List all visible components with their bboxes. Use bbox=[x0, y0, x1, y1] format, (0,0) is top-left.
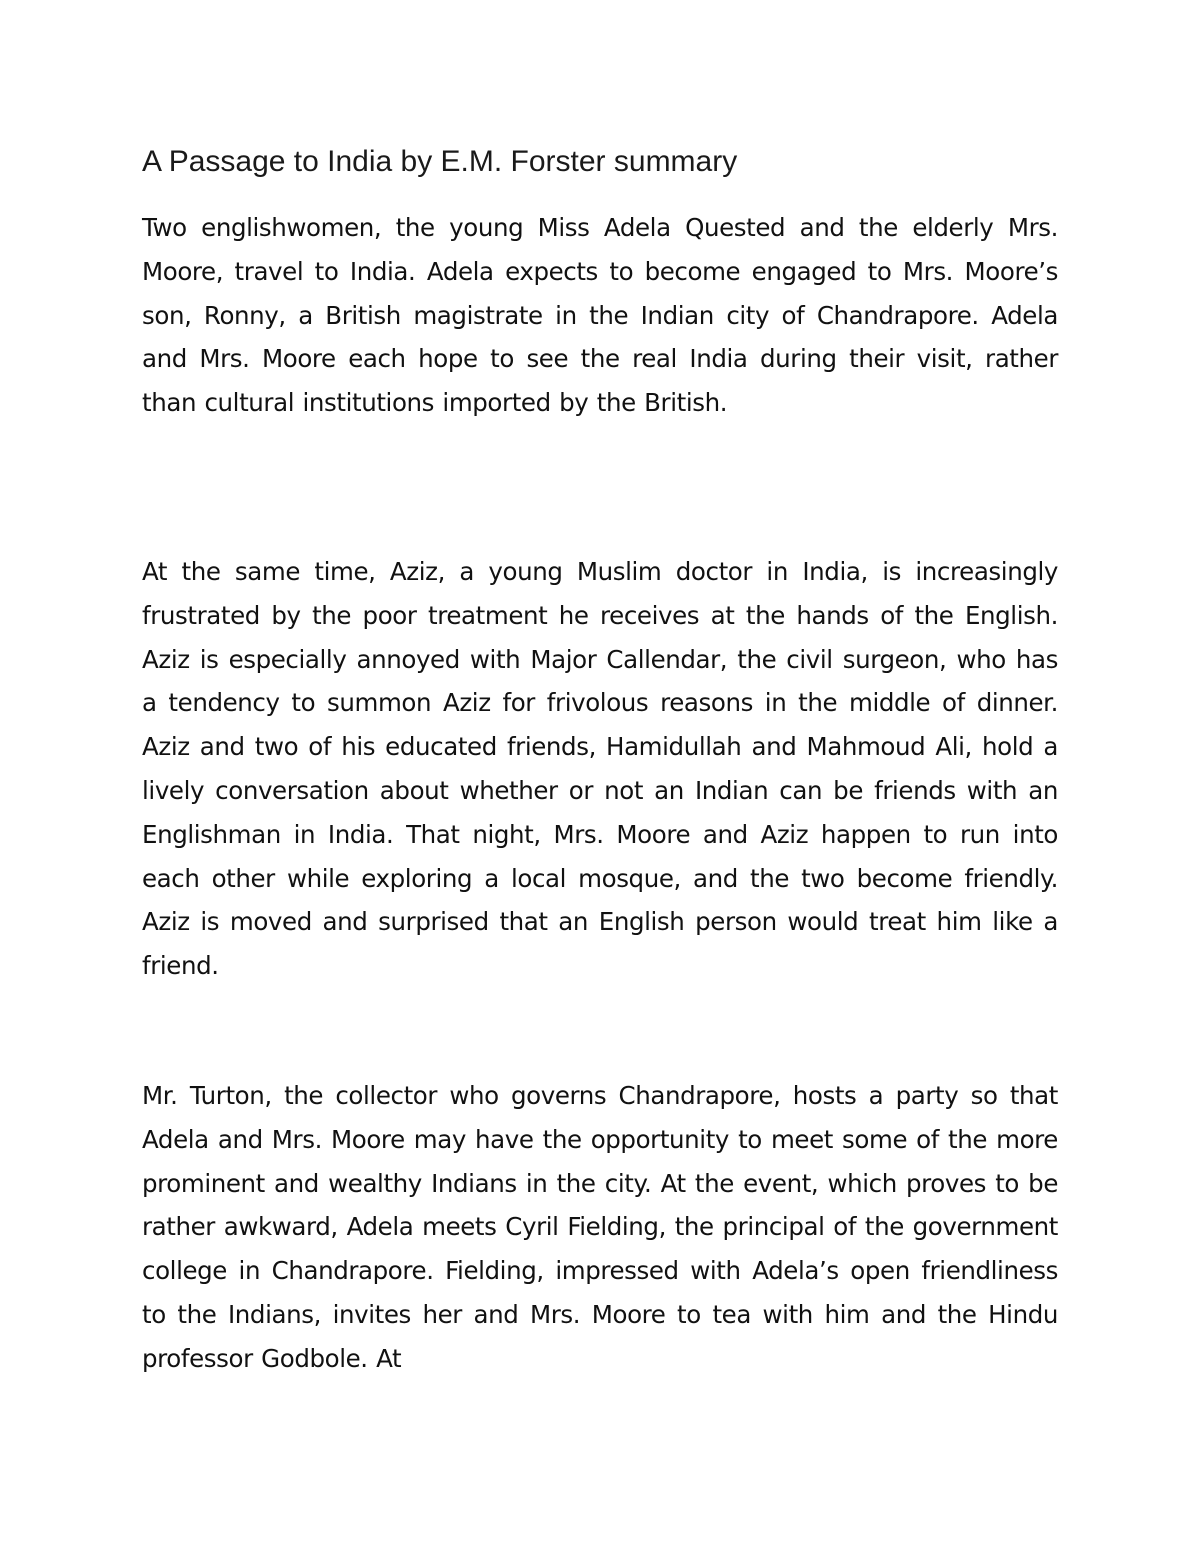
paragraph-turton-party: Mr. Turton, the collector who governs Chandrapore, hosts a party so that Adela and Mrs. Moore may have the opportunity to meet some of the more prominent and wealthy Indians in the city. At the event, which proves to be rather awkward, Adela meets Cyril Fielding, the principal of the government college in Chandrapore. Fielding, impressed with Adela’s open friendliness to the Indians, invites her and Mrs. Moore to tea with him and the Hindu professor Godbole. At bbox=[142, 1081, 1058, 1373]
paragraph-aziz: At the same time, Aziz, a young Muslim doctor in India, is increasingly frustrated by the poor treatment he receives at the hands of the English. Aziz is especially annoyed with Major Callendar, the civil surgeon, who has a tendency to summon Aziz for frivolous reasons in the middle of dinner. Aziz and two of his educated friends, Hamidullah and Mahmoud Ali, hold a lively conversation about whether or not an Indian can be friends with an Englishman in India. That night, Mrs. Moore and Aziz happen to run into each other while exploring a local mosque, and the two become friendly. Aziz is moved and surprised that an English person would treat him like a friend. bbox=[142, 557, 1058, 981]
document-title: A Passage to India by E.M. Forster summary bbox=[142, 145, 738, 178]
paragraph-arrival: Two englishwomen, the young Miss Adela Quested and the elderly Mrs. Moore, travel to India. Adela expects to become engaged to Mrs. Moore’s son, Ronny, a British magistrate in the Indian city of Chandrapore. Adela and Mrs. Moore each hope to see the real India during their visit, rather than cultural institutions imported by the British. bbox=[142, 213, 1058, 418]
